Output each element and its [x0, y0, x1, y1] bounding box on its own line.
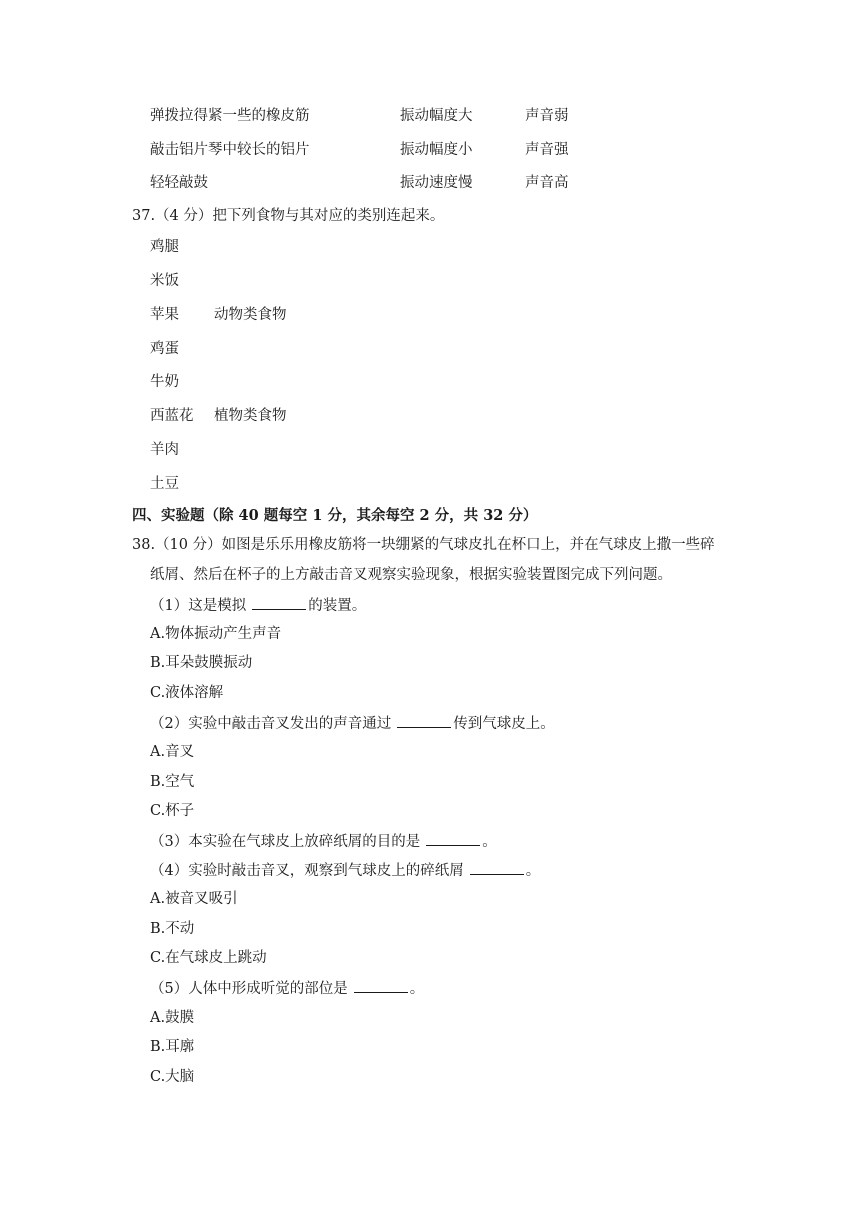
q36-row2-action: 敲击铝片琴中较长的铝片	[150, 142, 310, 158]
q38-sub3	[150, 831, 497, 852]
answer-blank[interactable]	[426, 831, 480, 846]
q37-category-animal: 动物类食物	[214, 307, 287, 323]
answer-blank[interactable]	[252, 595, 306, 610]
q38-sub1-option-a: A.物体振动产生声音	[150, 626, 282, 642]
q38-sub2-option-c: C.杯子	[150, 803, 195, 819]
q38-sub4-option-a: A.被音叉吸引	[150, 891, 238, 907]
q37-food-7: 羊肉	[150, 442, 179, 458]
q37-food-3: 苹果	[150, 307, 179, 323]
q38-sub1-pre: （1）这是模拟	[150, 598, 247, 614]
answer-blank[interactable]	[354, 978, 408, 993]
q37-food-6: 西蓝花	[150, 408, 194, 424]
q38-sub5	[150, 978, 424, 999]
q38-sub2	[150, 713, 555, 734]
q38-sub1-option-b: B.耳朵鼓膜振动	[150, 655, 253, 671]
q38-sub4-pre: （4）实验时敲击音叉，观察到气球皮上的碎纸屑	[150, 863, 464, 879]
q36-row1-vibration: 振动幅度大	[400, 108, 473, 124]
answer-blank[interactable]	[397, 713, 451, 728]
q38-sub1-post: 的装置。	[308, 598, 367, 614]
q36-row3-action: 轻轻敲鼓	[150, 175, 208, 191]
q38-sub4-option-c: C.在气球皮上跳动	[150, 950, 267, 966]
q38-sub4-option-b: B.不动	[150, 921, 195, 937]
q37-food-1: 鸡腿	[150, 239, 179, 255]
q38-sub1-option-c: C.液体溶解	[150, 685, 224, 701]
q38-sub5-option-a: A.鼓膜	[150, 1010, 195, 1026]
q37-category-plant: 植物类食物	[214, 408, 287, 424]
q36-row2-sound: 声音强	[525, 142, 569, 158]
q38-sub5-pre: （5）人体中形成听觉的部位是	[150, 981, 348, 997]
q38-sub3-post: 。	[482, 834, 497, 850]
q36-row2-vibration: 振动幅度小	[400, 142, 473, 158]
q38-sub4	[150, 860, 540, 881]
q36-row1-sound: 声音弱	[525, 108, 569, 124]
q37-stem: 37.（4 分）把下列食物与其对应的类别连起来。	[132, 208, 445, 224]
q38-sub2-option-a: A.音叉	[150, 744, 195, 760]
answer-blank[interactable]	[470, 860, 524, 875]
q38-sub5-option-b: B.耳廓	[150, 1039, 195, 1055]
q37-food-5: 牛奶	[150, 374, 179, 390]
section-4-title: 四、实验题（除 40 题每空 1 分，其余每空 2 分，共 32 分）	[132, 507, 538, 524]
q38-sub2-pre: （2）实验中敲击音叉发出的声音通过	[150, 716, 392, 732]
q38-sub2-post: 传到气球皮上。	[453, 716, 555, 732]
q36-row3-vibration: 振动速度慢	[400, 175, 473, 191]
q37-food-2: 米饭	[150, 273, 179, 289]
q38-sub3-pre: （3）本实验在气球皮上放碎纸屑的目的是	[150, 834, 421, 850]
q38-stem-line2: 纸屑、然后在杯子的上方敲击音叉观察实验现象，根据实验装置图完成下列问题。	[150, 567, 672, 583]
q36-row1-action: 弹拨拉得紧一些的橡皮筋	[150, 108, 310, 124]
q38-sub4-post: 。	[525, 863, 541, 879]
q36-row3-sound: 声音高	[525, 175, 569, 191]
q37-food-8: 土豆	[150, 476, 179, 492]
q38-sub1	[150, 595, 366, 616]
q38-sub2-option-b: B.空气	[150, 774, 195, 790]
q38-stem-line1: 38.（10 分）如图是乐乐用橡皮筋将一块绷紧的气球皮扎在杯口上，并在气球皮上撒一些碎	[132, 537, 715, 553]
q37-food-4: 鸡蛋	[150, 341, 179, 357]
q38-sub5-post: 。	[409, 981, 425, 997]
q38-sub5-option-c: C.大脑	[150, 1069, 195, 1085]
